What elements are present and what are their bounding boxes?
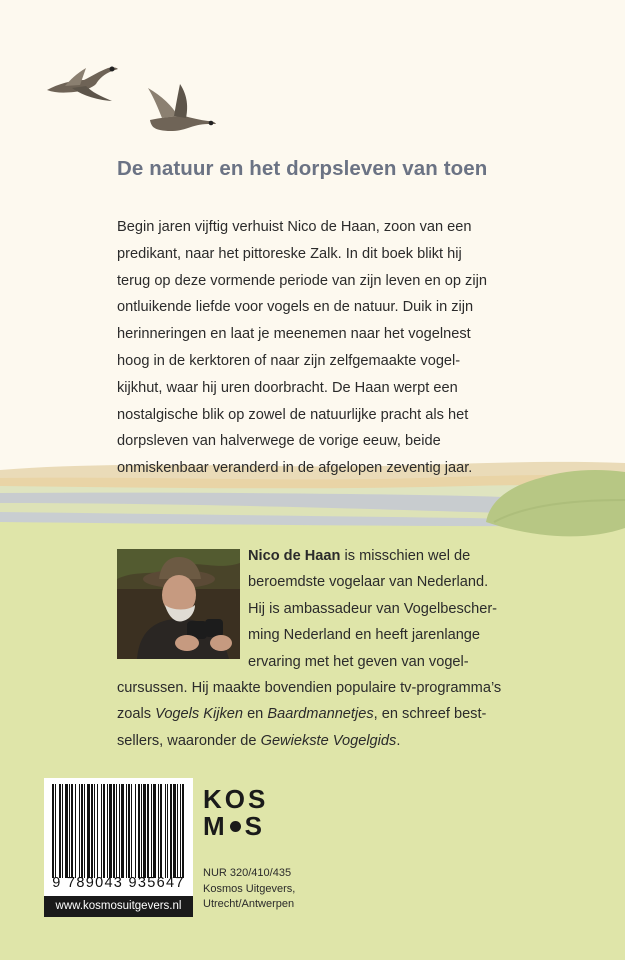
barcode-bar [52,784,54,878]
barcode-bar [91,784,93,878]
logo-letter: M [203,811,228,841]
bio-line: cursussen. Hij maakte bovendien populaire tv-programma’s [117,680,502,696]
bio-line: beroemdste vogelaar van Nederland. [248,574,489,591]
barcode-bar [151,784,152,878]
bio-line [248,543,470,569]
barcode-bar [71,784,73,878]
logo-dot-icon [230,821,241,832]
barcode-bar [97,784,98,878]
barcode-bar [81,784,83,878]
barcode-bar [180,784,181,878]
flying-geese-illustration [0,0,625,160]
barcode-bar [113,784,115,878]
back-cover-title: De natuur en het dorpsleven van toen [117,157,488,180]
barcode-bar [116,784,117,878]
barcode-bar [65,784,68,878]
blurb-line: dorpsleven van halverwege de vorige eeuw, beide [117,433,441,450]
barcode-bar [177,784,178,878]
publisher-city: Utrecht/Antwerpen [203,898,295,910]
barcode-bar [79,784,80,878]
blurb-line: ontluikende liefde voor vogels en de natuur. Duik in zijn [117,299,474,316]
book-title: Gewiekste Vogelgids [260,732,397,749]
barcode-bar [62,784,63,878]
book-blurb [117,214,512,482]
publisher-url: www.kosmosuitgevers.nl [44,896,193,917]
barcode-bar [55,784,56,878]
isbn-digits: 9 789043 935647 [52,875,185,891]
tv-program-title: Vogels Kijken [155,706,244,723]
bio-text: is misschien wel de [340,548,471,564]
bio-line [117,701,486,727]
bio-text: en [243,706,268,723]
blurb-line: Begin jaren vijftig verhuist Nico de Haan, zoon van een [117,219,472,235]
logo-row: KOS [203,784,269,814]
barcode-bar [143,784,146,878]
barcode-bar [173,784,176,878]
bio-line: ervaring met het geven van vogel- [248,653,469,670]
barcode-bar [126,784,127,878]
barcode-bar [84,784,85,878]
bio-line: ming Nederland en heeft jarenlange [248,627,481,644]
goose-left [47,67,118,102]
blurb-line: terug op deze vormende periode van zijn leven en op zijn [117,272,487,289]
barcode-bar [182,784,184,878]
publisher-name: Kosmos Uitgevers, [203,882,296,895]
bio-text: sellers, waaronder de [117,732,261,749]
publication-info [203,866,295,913]
kosmos-logo [203,784,275,841]
bio-line: Hij is ambassadeur van Vogelbescher- [248,600,498,617]
nur-code: NUR 320/410/435 [203,867,292,879]
barcode-bar [119,784,120,878]
barcode-bar [101,784,102,878]
blurb-line: onmiskenbaar veranderd in de afgelopen zeventig jaar. [117,460,473,477]
blurb-line: kijkhut, waar hij uren doorbracht. De Haan werpt een [117,379,458,396]
barcode-bar [158,784,159,878]
goose-right [148,84,216,131]
logo-row [203,813,265,839]
barcode-bars [52,784,186,878]
barcode-bar [135,784,136,878]
barcode-bar [94,784,95,878]
bio-text: , en schreef best- [373,706,487,723]
bio-line [117,728,400,754]
logo-letter: S [244,811,266,841]
barcode-bar [153,784,156,878]
barcode-bar [131,784,132,878]
blurb-line: predikant, naar het pittoreske Zalk. In dit boek blikt hij [117,245,462,262]
bio-text: zoals [117,706,156,723]
barcode-bar [128,784,130,878]
barcode-bar [147,784,149,878]
tv-program-title: Baardmannetjes [267,706,374,723]
barcode-bar [107,784,108,878]
barcode-bar [167,784,168,878]
blurb-line: hoog in de kerktoren of naar zijn zelfgemaakte vogel- [117,352,461,369]
bio-text: . [396,732,401,749]
barcode-bar [87,784,90,878]
barcode-bar [109,784,112,878]
author-photo [117,549,240,659]
barcode-bar [69,784,70,878]
author-name: Nico de Haan [248,548,341,564]
barcode-bar [170,784,172,878]
barcode-bar [141,784,142,878]
barcode-bar [59,784,61,878]
barcode-bar [160,784,162,878]
barcode-bar [138,784,140,878]
blurb-line: herinneringen en laat je meenemen naar het vogelnest [117,326,471,343]
barcode-bar [75,784,76,878]
barcode-bar [121,784,124,878]
barcode-bar [165,784,166,878]
blurb-line: nostalgische blik op zowel de natuurlijke pracht als het [117,406,469,423]
barcode-bar [103,784,105,878]
